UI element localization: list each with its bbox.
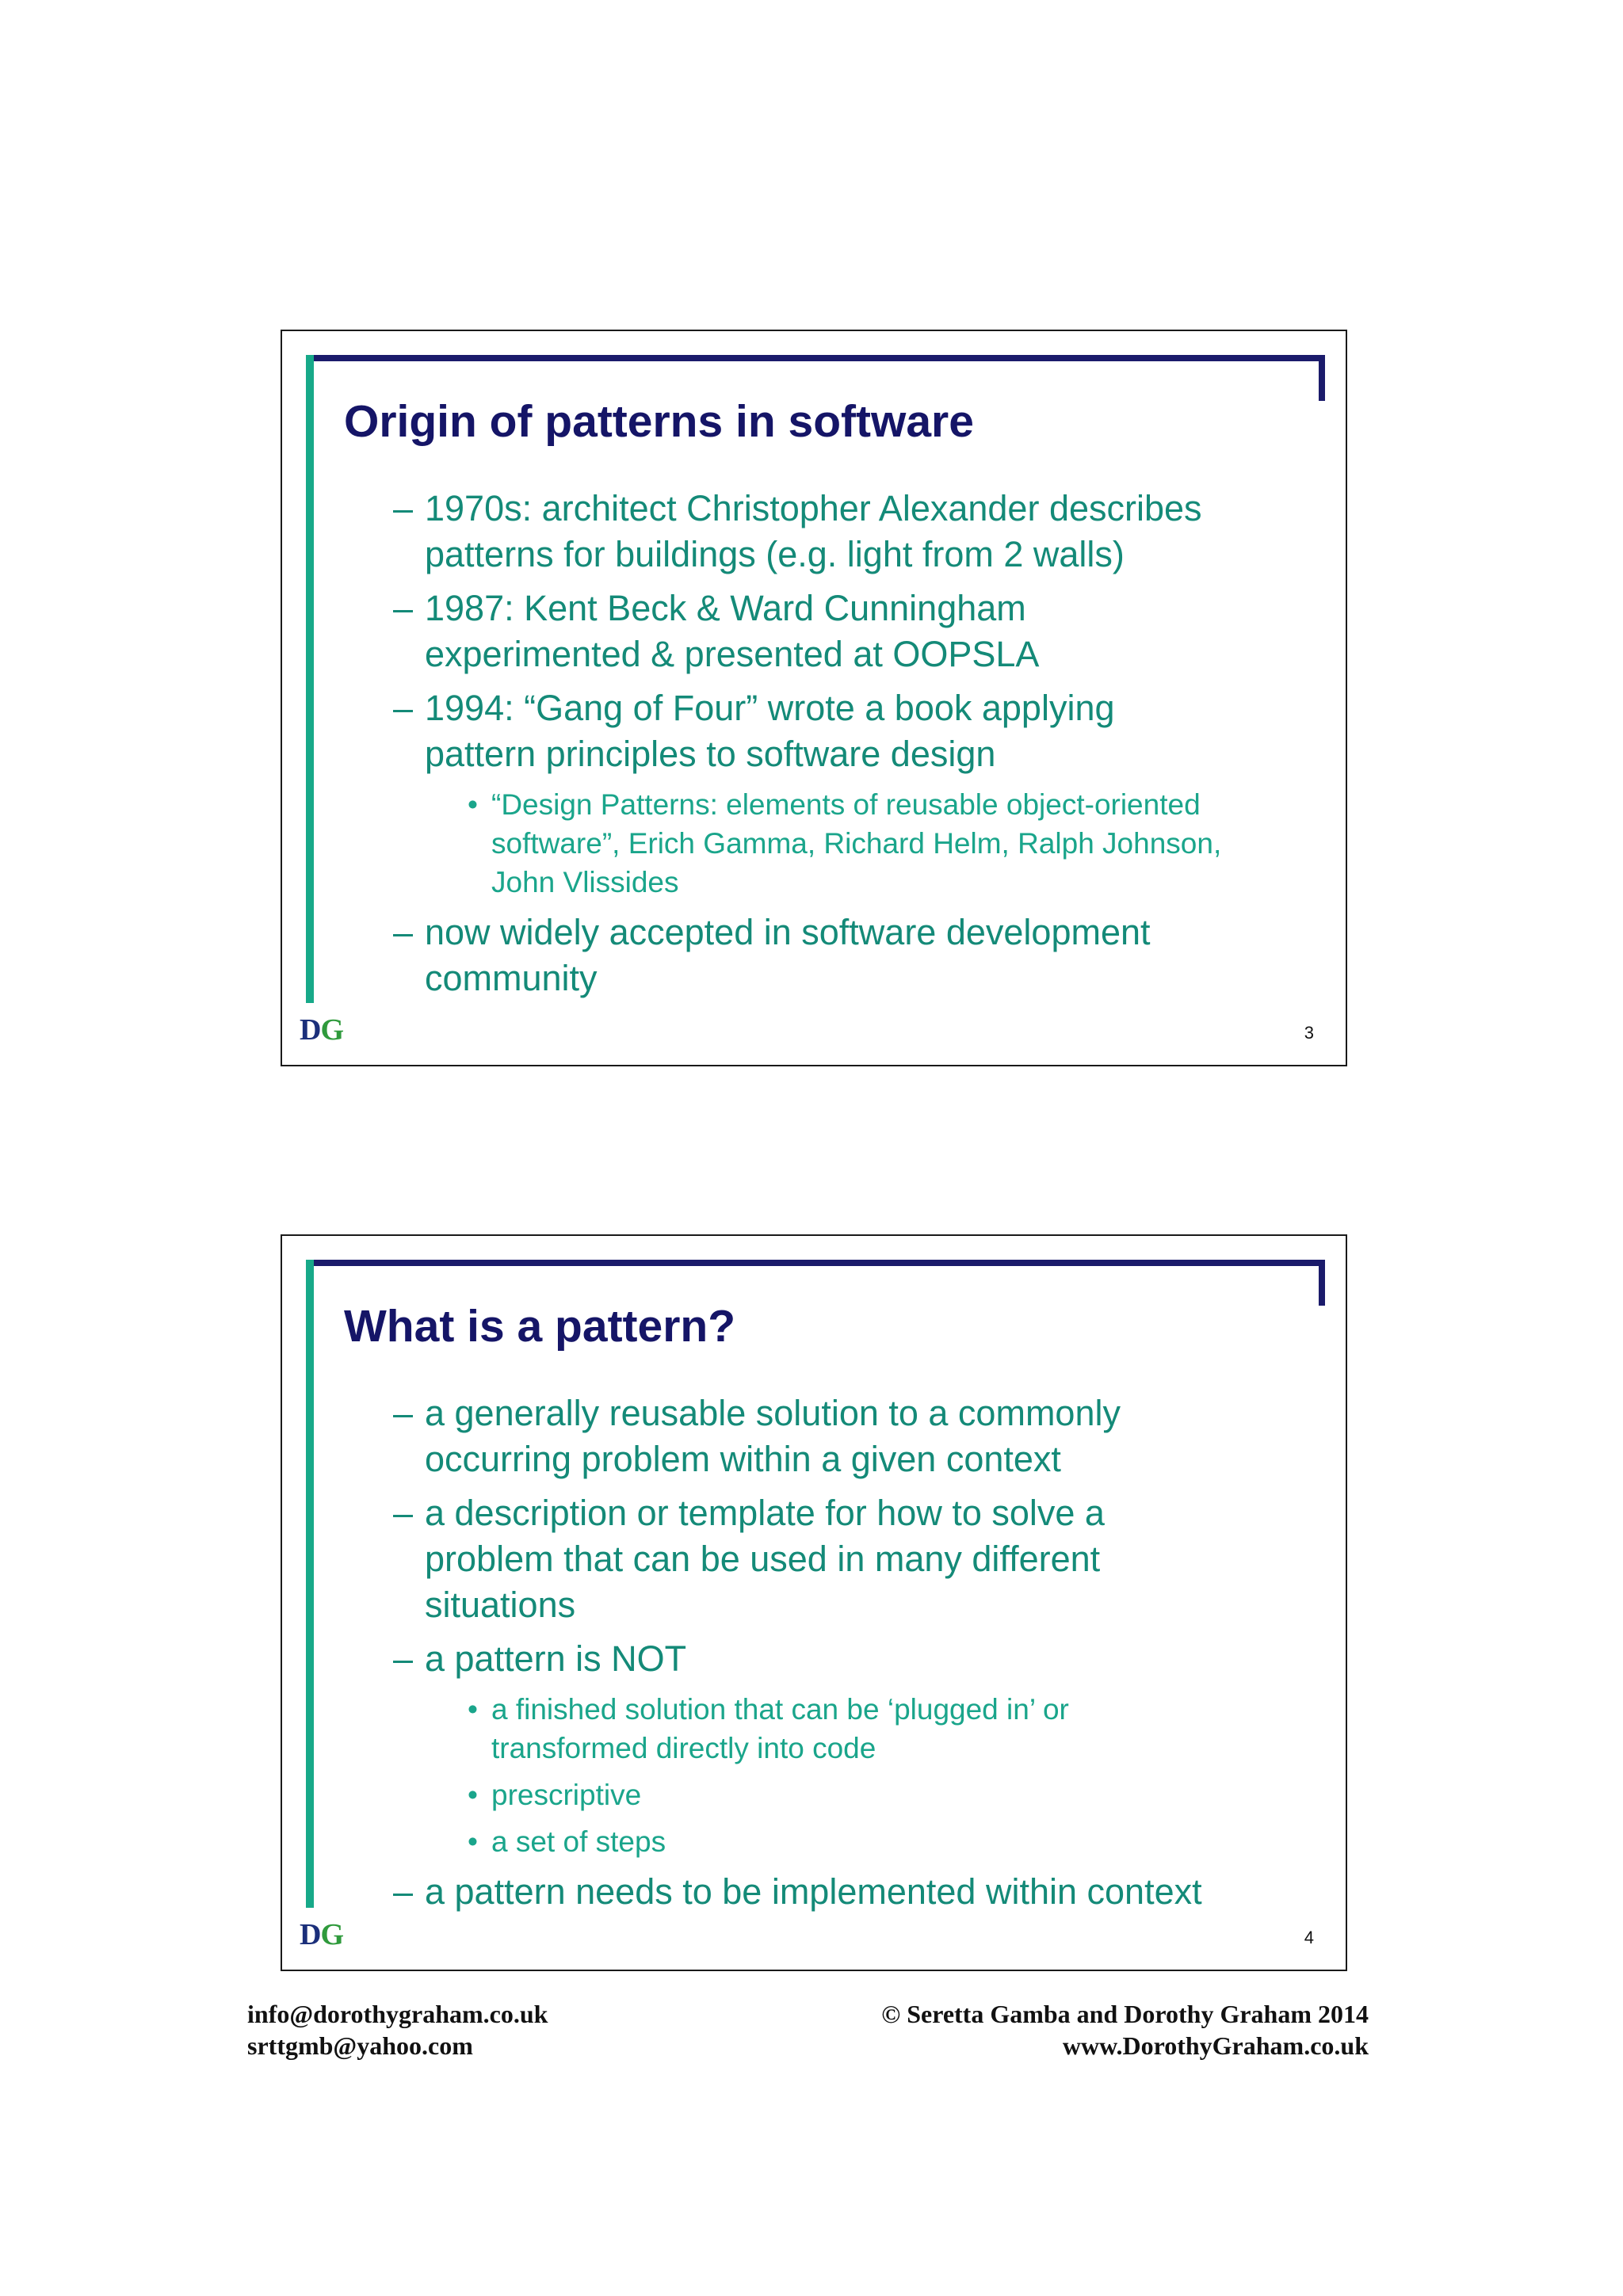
bullet-text-line: a finished solution that can be ‘plugged in’ or bbox=[491, 1693, 1069, 1726]
slide-number: 3 bbox=[1304, 1023, 1314, 1043]
slide-top-bar bbox=[306, 1260, 1325, 1266]
dash-marker: – bbox=[393, 1393, 414, 1433]
bullet-text-line: a generally reusable solution to a commonly bbox=[425, 1393, 1121, 1433]
bullet-text-line: community bbox=[425, 958, 598, 998]
slide-title: Origin of patterns in software bbox=[344, 396, 974, 447]
bullet-text-line: occurring problem within a given context bbox=[425, 1439, 1061, 1479]
bullet-item bbox=[393, 1390, 1312, 1482]
footer-email-2: srttgmb@yahoo.com bbox=[247, 2031, 473, 2060]
slide-left-bar bbox=[306, 1260, 314, 1908]
bullet-item bbox=[393, 1636, 1312, 1682]
bullet-text-line: prescriptive bbox=[491, 1779, 642, 1811]
dash-marker: – bbox=[393, 588, 414, 628]
bullet-marker: • bbox=[468, 788, 478, 821]
bullet-text-line: John Vlissides bbox=[491, 866, 679, 898]
bullet-item bbox=[393, 1869, 1312, 1915]
slide-right-bar bbox=[1319, 355, 1325, 401]
dash-marker: – bbox=[393, 912, 414, 952]
bullet-item bbox=[393, 585, 1312, 677]
slide-left-bar bbox=[306, 355, 314, 1003]
bullet-text-line: 1987: Kent Beck & Ward Cunningham bbox=[425, 588, 1026, 628]
dash-marker: – bbox=[393, 488, 414, 528]
bullet-text-line: 1994: “Gang of Four” wrote a book applying bbox=[425, 688, 1115, 728]
dash-marker: – bbox=[393, 1871, 414, 1912]
dg-logo: DG bbox=[300, 1013, 344, 1047]
slide-4 bbox=[281, 1234, 1347, 1971]
bullet-text-line: situations bbox=[425, 1585, 576, 1625]
slide-top-bar bbox=[306, 355, 1325, 361]
bullet-text-line: a pattern is NOT bbox=[425, 1638, 687, 1679]
bullet-text-line: “Design Patterns: elements of reusable object-oriented bbox=[491, 788, 1201, 821]
bullet-list bbox=[393, 1390, 1312, 1923]
bullet-list bbox=[393, 486, 1312, 1009]
dash-marker: – bbox=[393, 1493, 414, 1533]
dg-logo: DG bbox=[300, 1918, 344, 1951]
sub-bullet-item bbox=[468, 1690, 1312, 1768]
bullet-text-line: transformed directly into code bbox=[491, 1732, 876, 1764]
bullet-marker: • bbox=[468, 1693, 478, 1726]
bullet-item bbox=[393, 486, 1312, 578]
footer-contacts bbox=[247, 1998, 548, 2061]
footer-copyright-text: © Seretta Gamba and Dorothy Graham 2014 bbox=[881, 2000, 1369, 2028]
sub-bullet-item bbox=[468, 785, 1312, 902]
slide-title: What is a pattern? bbox=[344, 1301, 736, 1352]
bullet-text-line: software”, Erich Gamma, Richard Helm, Ralph Johnson, bbox=[491, 827, 1222, 860]
bullet-text-line: a description or template for how to solve a bbox=[425, 1493, 1105, 1533]
dash-marker: – bbox=[393, 1638, 414, 1679]
sub-bullet-item bbox=[468, 1822, 1312, 1861]
bullet-text-line: a pattern needs to be implemented within context bbox=[425, 1871, 1202, 1912]
slide-right-bar bbox=[1319, 1260, 1325, 1306]
footer-copyright bbox=[881, 1998, 1369, 2061]
sub-bullet-item bbox=[468, 1775, 1312, 1814]
bullet-item bbox=[393, 910, 1312, 1001]
bullet-item bbox=[393, 1490, 1312, 1628]
dash-marker: – bbox=[393, 688, 414, 728]
bullet-text-line: problem that can be used in many different bbox=[425, 1539, 1101, 1579]
bullet-text-line: a set of steps bbox=[491, 1825, 666, 1858]
slide-number: 4 bbox=[1304, 1928, 1314, 1947]
bullet-item bbox=[393, 685, 1312, 777]
bullet-text-line: pattern principles to software design bbox=[425, 734, 996, 774]
bullet-text-line: 1970s: architect Christopher Alexander describes bbox=[425, 488, 1202, 528]
bullet-text-line: experimented & presented at OOPSLA bbox=[425, 634, 1040, 674]
slide-3 bbox=[281, 330, 1347, 1066]
bullet-text-line: patterns for buildings (e.g. light from 2 walls) bbox=[425, 534, 1125, 574]
bullet-marker: • bbox=[468, 1825, 478, 1858]
bullet-marker: • bbox=[468, 1779, 478, 1811]
footer-website: www.DorothyGraham.co.uk bbox=[1062, 2031, 1369, 2060]
footer-email-1: info@dorothygraham.co.uk bbox=[247, 2000, 548, 2028]
bullet-text-line: now widely accepted in software development bbox=[425, 912, 1151, 952]
